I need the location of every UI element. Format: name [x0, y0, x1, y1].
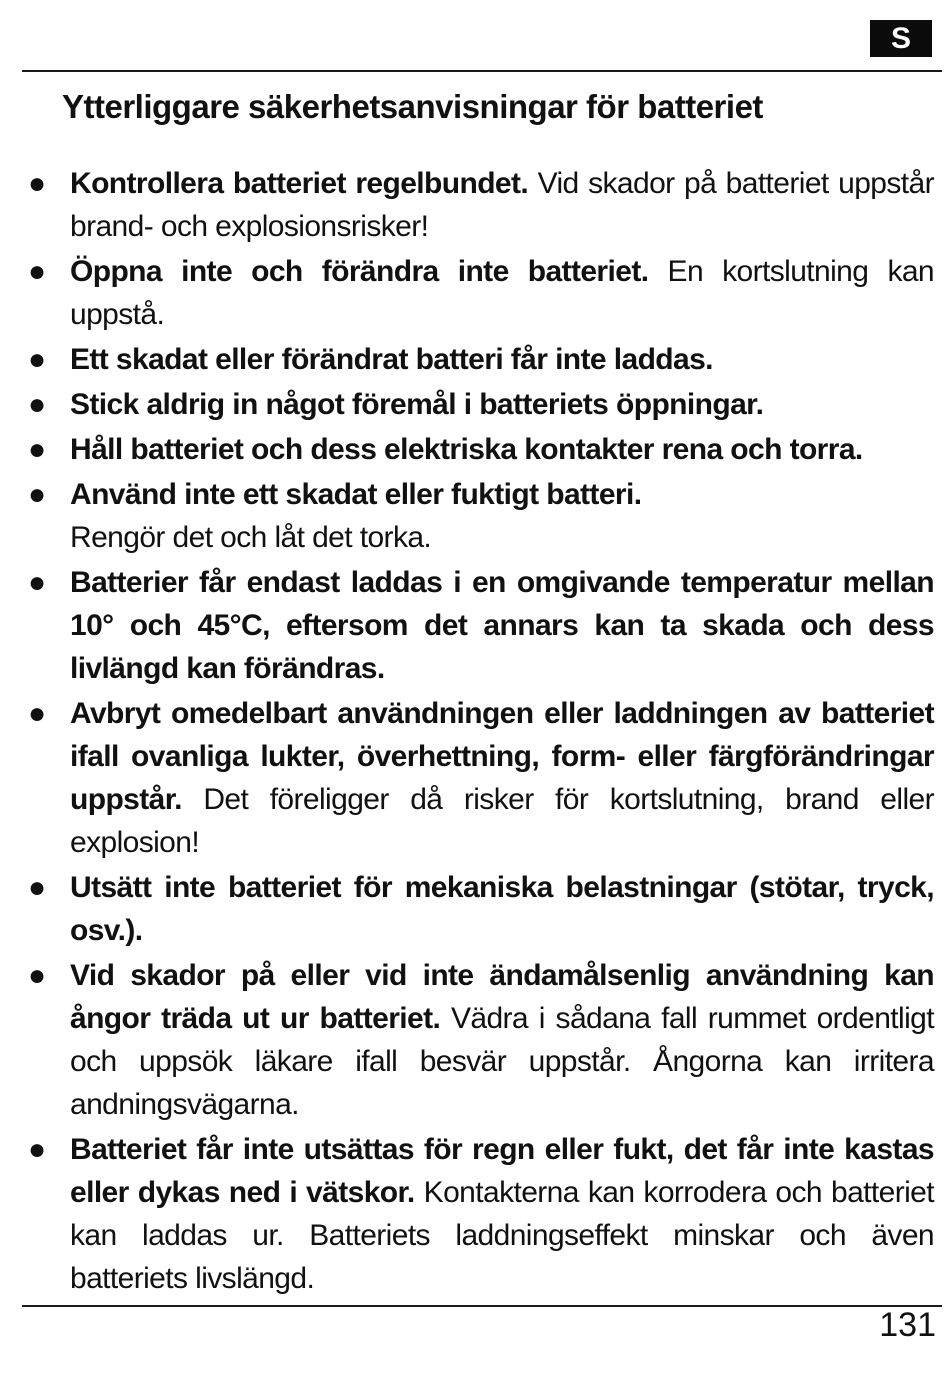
list-item	[22, 866, 934, 952]
bullet-icon: ●	[28, 871, 46, 904]
language-tab	[870, 20, 932, 57]
list-item	[22, 428, 934, 471]
list-item	[22, 473, 934, 559]
bullet-icon: ●	[28, 478, 46, 511]
bullet-icon: ●	[28, 343, 46, 376]
bullet-icon: ●	[28, 959, 46, 992]
bullet-icon: ●	[28, 1133, 46, 1166]
item-bold-text: Håll batteriet och dess elektriska kontakter rena och torra.	[70, 433, 863, 466]
bullet-icon: ●	[28, 255, 46, 288]
item-bold-text: Öppna inte och förändra inte batteriet.	[70, 255, 649, 288]
language-tab-label: S	[890, 21, 911, 55]
item-bold-text: Avbryt omedelbart användningen eller laddningen av batteriet ifall ovanliga lukter, överhettning, form- eller färgförändringar uppstår.	[70, 697, 934, 816]
section-title: Ytterliggare säkerhetsanvisningar för batteriet	[62, 88, 763, 125]
item-normal-text: Vädra i sådana fall rummet ordentligt och uppsök läkare ifall besvär uppstår. Ångorna kan irritera andningsvägarna.	[70, 1002, 934, 1121]
item-bold-text: Vid skador på eller vid inte ändamålsenlig användning kan ångor träda ut ur batteriet.	[70, 959, 934, 1035]
bullet-icon: ●	[28, 167, 46, 200]
item-normal-text: Rengör det och låt det torka.	[70, 521, 432, 554]
bullet-icon: ●	[28, 388, 46, 421]
bullet-icon: ●	[28, 433, 46, 466]
list-item	[22, 954, 934, 1126]
list-item	[22, 692, 934, 864]
list-item	[22, 561, 934, 690]
list-item	[22, 250, 934, 336]
list-item	[22, 162, 934, 248]
list-item	[22, 383, 934, 426]
item-normal-text: En kortslutning kan uppstå.	[70, 255, 935, 331]
item-normal-text: Vid skador på batteriet uppstår brand- och explosionsrisker!	[70, 167, 934, 243]
safety-list	[22, 162, 934, 1302]
bullet-icon: ●	[28, 566, 46, 599]
item-normal-text: Det föreligger då risker för kortslutning, brand eller explosion!	[70, 783, 934, 859]
item-bold-text: Använd inte ett skadat eller fuktigt batteri.	[70, 478, 642, 511]
item-bold-text: Kontrollera batteriet regelbundet.	[70, 167, 529, 200]
item-bold-text: Ett skadat eller förändrat batteri får inte laddas.	[70, 343, 713, 376]
item-bold-text: Batteriet får inte utsättas för regn eller fukt, det får inte kastas eller dykas ned i vätskor.	[70, 1133, 934, 1209]
item-bold-text: Stick aldrig in något föremål i batteriets öppningar.	[70, 388, 764, 421]
bullet-icon: ●	[28, 697, 46, 730]
list-item	[22, 338, 934, 381]
page-number: 131	[879, 1306, 936, 1344]
header-divider	[22, 70, 942, 72]
item-normal-text: Kontakterna kan korrodera och batteriet kan laddas ur. Batteriets laddningseffekt minskar och även batteriets livslängd.	[70, 1176, 934, 1295]
item-bold-text: Batterier får endast laddas i en omgivande temperatur mellan 10° och 45°C, eftersom det annars kan ta skada och dess livlängd kan förändras.	[70, 566, 934, 685]
footer-divider	[22, 1305, 942, 1307]
item-bold-text: Utsätt inte batteriet för mekaniska belastningar (stötar, tryck, osv.).	[70, 871, 934, 947]
list-item	[22, 1128, 934, 1300]
